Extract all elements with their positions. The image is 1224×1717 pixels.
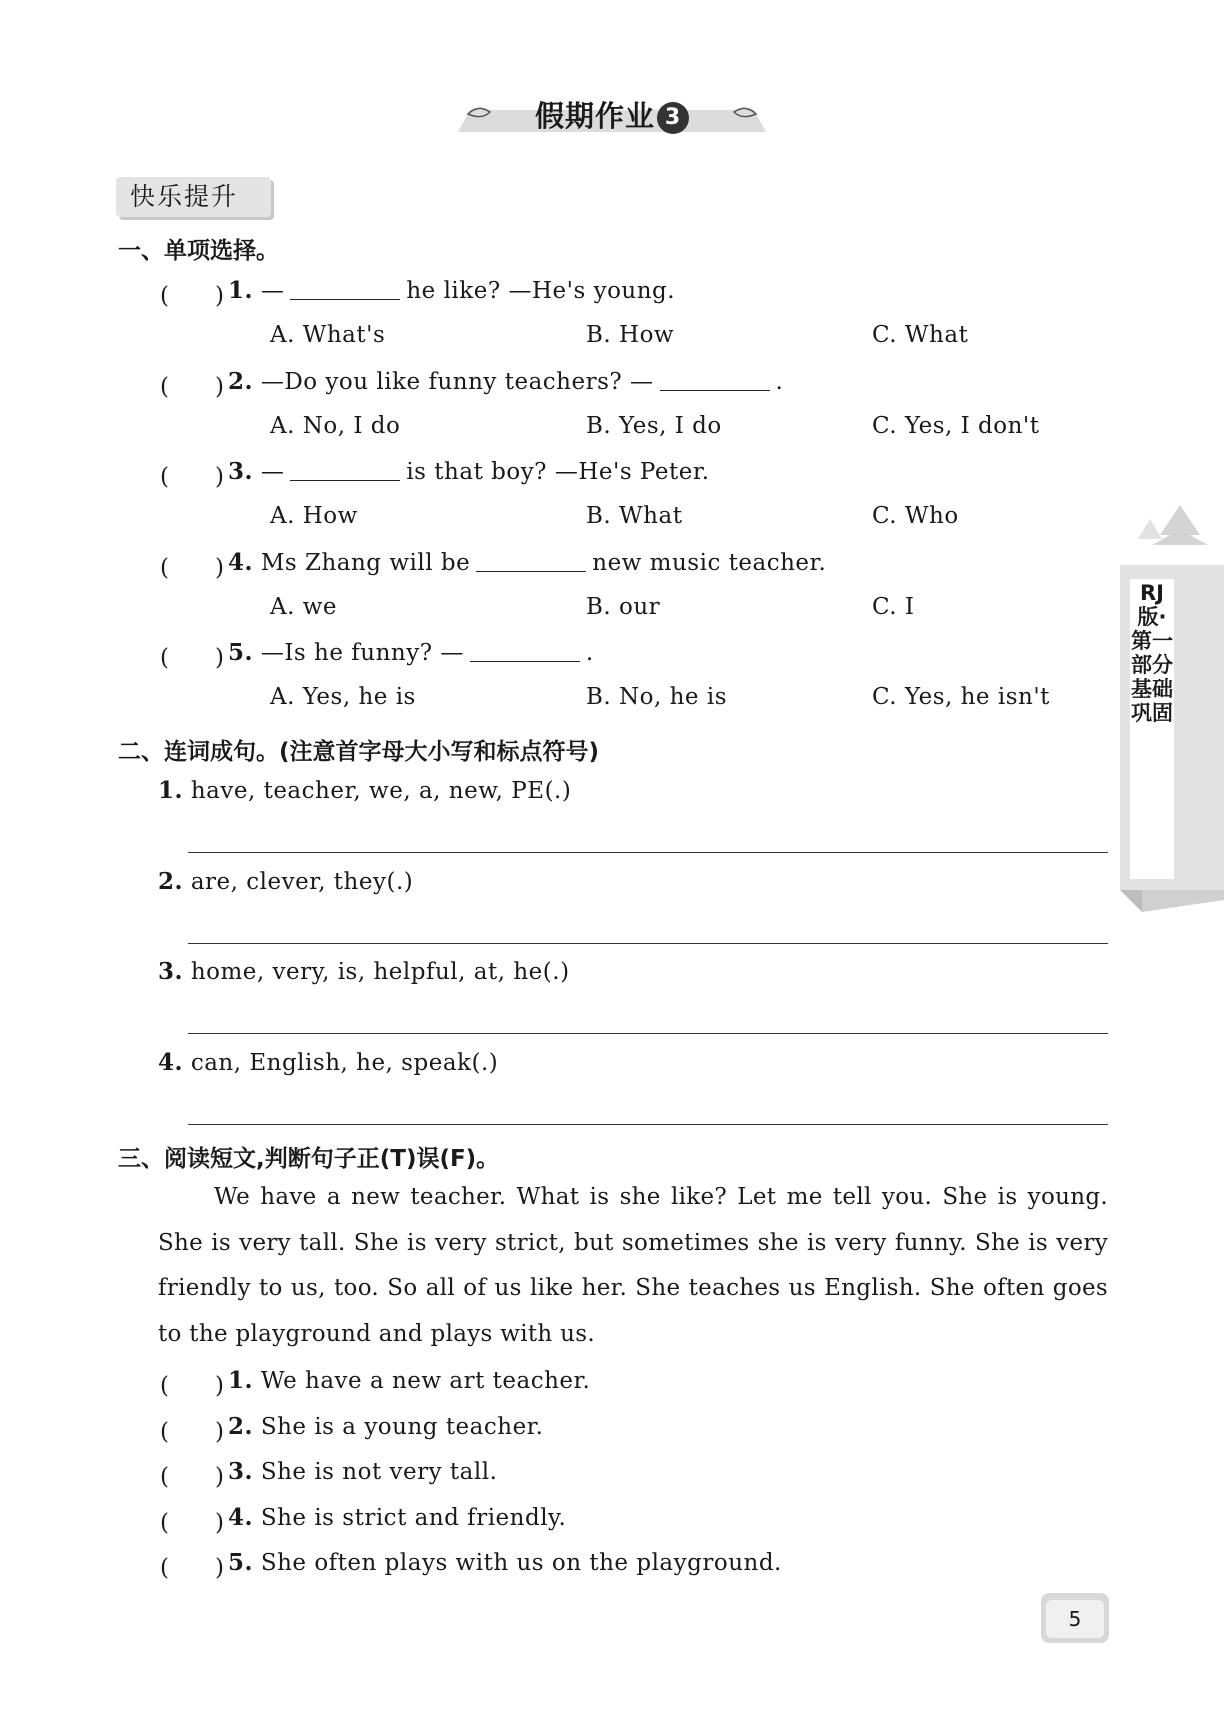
page-title: 假期作业 3 — [458, 94, 766, 135]
answer-paren[interactable]: ( ) — [160, 1464, 224, 1490]
answer-paren[interactable]: ( ) — [160, 373, 224, 400]
tree-icon — [1120, 505, 1224, 545]
option[interactable]: B. Yes, I do — [586, 412, 722, 439]
item-words: are, clever, they(.) — [190, 868, 414, 895]
question-text-before: Ms Zhang will be — [260, 549, 471, 576]
question-text-before: —Is he funny? — — [260, 640, 464, 666]
answer-paren[interactable]: ( ) — [160, 1418, 224, 1445]
answer-line[interactable] — [188, 852, 1108, 853]
question-line — [228, 458, 710, 485]
question-line — [228, 368, 783, 395]
question-text-after: new music teacher. — [592, 549, 827, 576]
statement-text: She is strict and friendly. — [260, 1504, 567, 1531]
statement — [228, 1413, 543, 1440]
option[interactable]: C. I — [872, 593, 915, 620]
item-number: 1. — [158, 777, 184, 804]
statement — [228, 1458, 497, 1485]
statement-number: 2. — [228, 1412, 254, 1440]
page-number-box — [1041, 1593, 1109, 1643]
part1-heading: 一、单项选择。 — [118, 238, 279, 264]
question-text-after: he like? —He's young. — [406, 278, 676, 304]
option[interactable]: C. Who — [872, 503, 959, 529]
word-order-item — [158, 777, 571, 804]
statement — [228, 1504, 566, 1531]
item-number: 2. — [158, 867, 184, 895]
question-number: 4. — [228, 548, 254, 576]
answer-line[interactable] — [188, 1124, 1108, 1125]
option[interactable]: A. Yes, he is — [270, 684, 416, 710]
question-text-after: . — [585, 640, 594, 666]
fill-blank[interactable] — [660, 370, 770, 391]
question-line — [228, 639, 594, 666]
option[interactable]: C. Yes, he isn't — [872, 684, 1050, 710]
section-tab: 快乐提升 — [116, 177, 271, 217]
question-line — [228, 549, 826, 576]
answer-paren[interactable]: ( ) — [160, 554, 224, 581]
statement — [228, 1549, 782, 1576]
statement-number: 3. — [228, 1458, 254, 1485]
statement — [228, 1367, 590, 1394]
word-order-item — [158, 868, 413, 895]
question-number: 3. — [228, 458, 254, 485]
question-text-before: — — [260, 278, 285, 304]
question-number: 1. — [228, 277, 254, 304]
option[interactable]: B. No, he is — [586, 684, 728, 710]
statement-number: 5. — [228, 1549, 254, 1576]
item-number: 3. — [158, 958, 184, 985]
statement-number: 4. — [228, 1503, 254, 1531]
side-label: RJ版·第一部分 基础巩固 — [1131, 581, 1173, 725]
statement-text: We have a new art teacher. — [260, 1368, 591, 1394]
option[interactable]: A. No, I do — [270, 412, 401, 439]
answer-paren[interactable]: ( ) — [160, 1373, 224, 1399]
option[interactable]: B. our — [586, 593, 661, 620]
question-number: 2. — [228, 367, 254, 395]
statement-text: She often plays with us on the playground. — [260, 1550, 782, 1576]
answer-paren[interactable]: ( ) — [160, 1509, 224, 1536]
page-number: 5 — [1046, 1600, 1104, 1638]
statement-text: She is not very tall. — [260, 1459, 498, 1485]
title-banner — [458, 92, 766, 134]
item-number: 4. — [158, 1048, 184, 1076]
answer-paren[interactable]: ( ) — [160, 1555, 224, 1581]
statement-number: 1. — [228, 1367, 254, 1394]
option[interactable]: C. What — [872, 322, 969, 348]
option[interactable]: B. What — [586, 503, 683, 529]
option[interactable]: A. What's — [270, 322, 386, 348]
item-words: have, teacher, we, a, new, PE(.) — [190, 778, 572, 804]
question-text-after: . — [775, 368, 784, 395]
question-number: 5. — [228, 639, 254, 666]
answer-paren[interactable]: ( ) — [160, 645, 224, 671]
fill-blank[interactable] — [476, 551, 586, 572]
option[interactable]: C. Yes, I don't — [872, 412, 1040, 439]
item-words: home, very, is, helpful, at, he(.) — [190, 959, 570, 985]
statement-text: She is a young teacher. — [260, 1413, 544, 1440]
answer-paren[interactable]: ( ) — [160, 464, 224, 490]
title-number-badge: 3 — [657, 102, 689, 134]
word-order-item — [158, 1049, 498, 1076]
fill-blank[interactable] — [470, 641, 580, 662]
part2-heading: 二、连词成句。(注意首字母大小写和标点符号) — [118, 739, 600, 765]
item-words: can, English, he, speak(.) — [190, 1049, 499, 1076]
question-text-before: — — [260, 459, 285, 485]
side-tab-fold — [1120, 890, 1224, 920]
side-tab-box — [1120, 565, 1224, 890]
word-order-item — [158, 958, 570, 985]
option[interactable]: A. we — [270, 593, 338, 620]
question-text-before: —Do you like funny teachers? — — [260, 368, 654, 395]
reading-passage: We have a new teacher. What is she like? Let me tell you. She is young. She is very tall. She is very strict, but sometimes she is very funny. She is very friendly to us, too. So all of us like her. She teaches us English. She often goes to the playground and plays with us. — [158, 1184, 1108, 1347]
part3-heading: 三、阅读短文,判断句子正(T)误(F)。 — [118, 1146, 500, 1172]
answer-line[interactable] — [188, 1033, 1108, 1034]
question-line — [228, 277, 675, 304]
option[interactable]: A. How — [270, 503, 358, 529]
fill-blank[interactable] — [290, 279, 400, 300]
fill-blank[interactable] — [290, 460, 400, 481]
option[interactable]: B. How — [586, 322, 675, 348]
answer-paren[interactable]: ( ) — [160, 283, 224, 309]
question-text-after: is that boy? —He's Peter. — [406, 459, 710, 485]
side-tab — [1120, 565, 1224, 920]
answer-line[interactable] — [188, 943, 1108, 944]
